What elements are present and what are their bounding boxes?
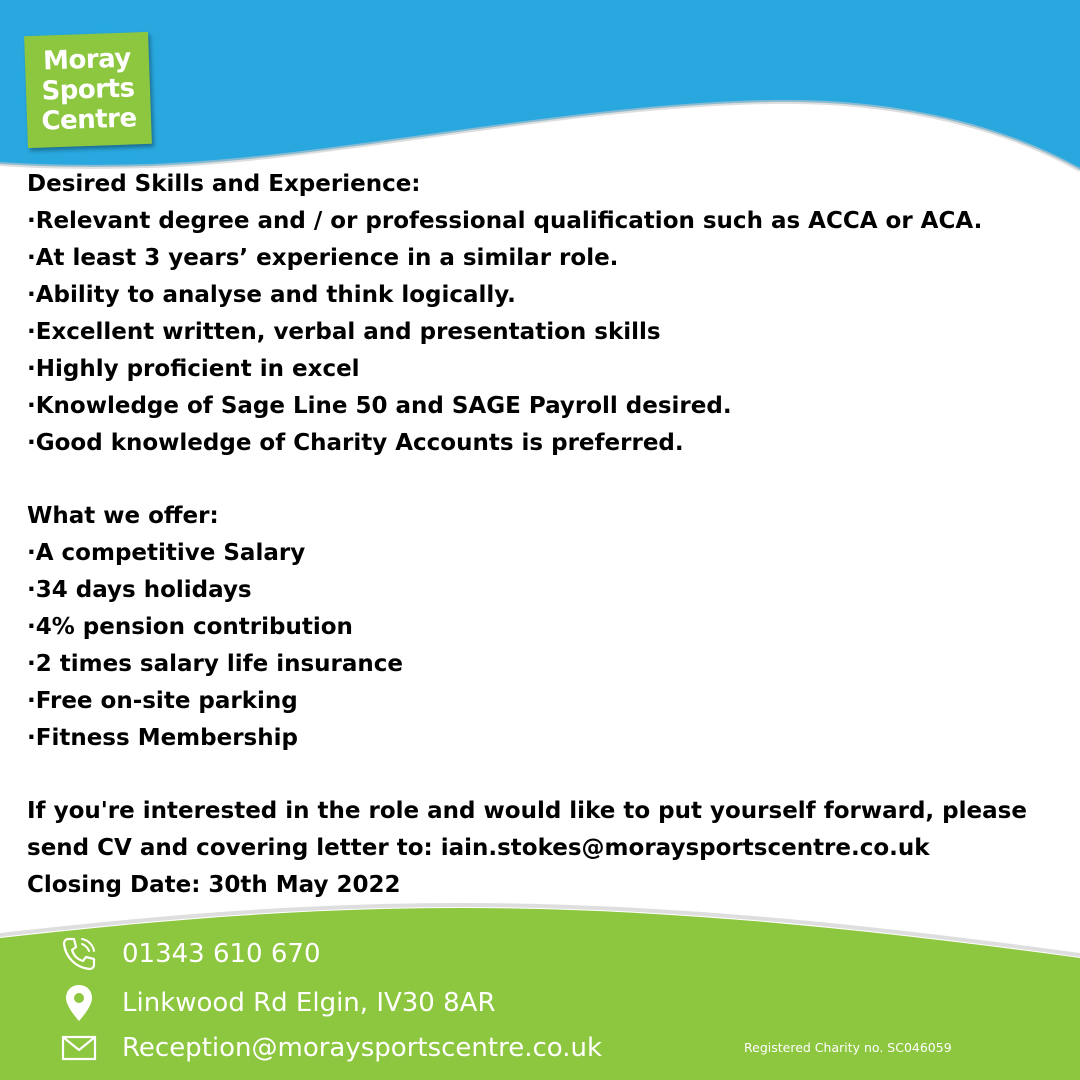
offer-item: ·2 times salary life insurance xyxy=(27,651,404,677)
offer-item: ·4% pension contribution xyxy=(27,614,353,640)
offer-heading: What we offer: xyxy=(27,503,219,529)
registered-charity-number: Registered Charity no. SC046059 xyxy=(744,1040,952,1055)
section-gap xyxy=(27,757,1067,793)
apply-text-line-2: send CV and covering letter to: iain.stokes@moraysportscentre.co.uk xyxy=(27,835,930,861)
location-pin-icon xyxy=(56,983,102,1023)
skill-item: ·Knowledge of Sage Line 50 and SAGE Payroll desired. xyxy=(27,393,732,419)
job-details xyxy=(27,166,1067,904)
apply-text-line-1: If you're interested in the role and would like to put yourself forward, please xyxy=(27,798,1027,824)
email-link[interactable]: Reception@moraysportscentre.co.uk xyxy=(122,1033,603,1063)
footer-address xyxy=(56,983,496,1023)
skill-item: ·Relevant degree and / or professional qualification such as ACCA or ACA. xyxy=(27,208,983,234)
logo-line-1: Moray xyxy=(42,43,132,77)
top-blue-band xyxy=(0,0,1080,170)
closing-date: Closing Date: 30th May 2022 xyxy=(27,872,401,898)
phone-icon xyxy=(56,934,102,974)
section-gap xyxy=(27,462,1067,498)
logo-line-2: Sports xyxy=(41,73,135,107)
phone-number[interactable]: 01343 610 670 xyxy=(122,939,321,969)
skill-item: ·At least 3 years’ experience in a similar role. xyxy=(27,245,619,271)
skills-heading: Desired Skills and Experience: xyxy=(27,171,421,197)
footer-email xyxy=(56,1028,602,1068)
skill-item: ·Ability to analyse and think logically. xyxy=(27,282,516,308)
skill-item: ·Good knowledge of Charity Accounts is preferred. xyxy=(27,430,684,456)
skill-item: ·Highly proficient in excel xyxy=(27,356,360,382)
skill-item: ·Excellent written, verbal and presentation skills xyxy=(27,319,661,345)
address-text: Linkwood Rd Elgin, IV30 8AR xyxy=(122,988,496,1018)
offer-item: ·Fitness Membership xyxy=(27,725,298,751)
offer-item: ·A competitive Salary xyxy=(27,540,306,566)
offer-item: ·34 days holidays xyxy=(27,577,252,603)
moray-sports-centre-logo xyxy=(24,32,152,148)
mail-icon xyxy=(56,1028,102,1068)
logo-line-3: Centre xyxy=(40,103,138,137)
offer-item: ·Free on-site parking xyxy=(27,688,298,714)
footer-phone xyxy=(56,934,321,974)
